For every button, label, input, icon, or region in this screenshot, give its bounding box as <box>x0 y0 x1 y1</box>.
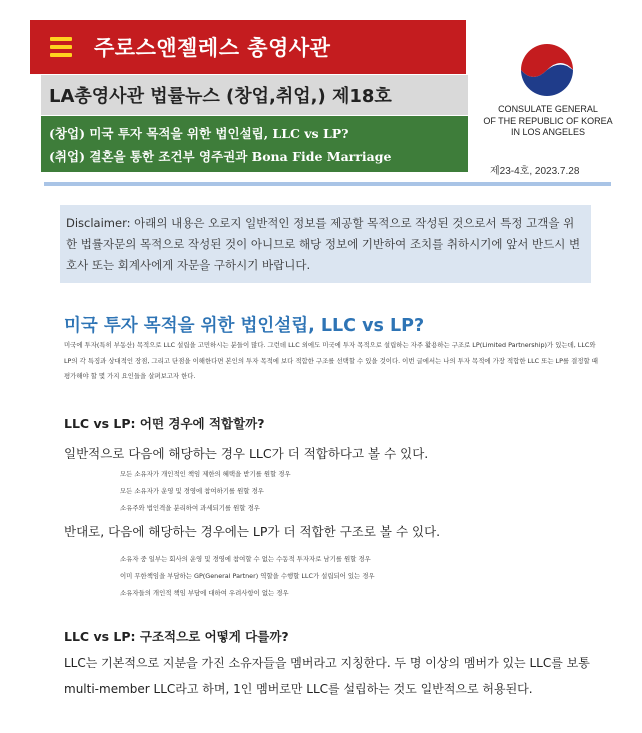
list-item: 모든 소유자가 개인적인 책임 제한의 혜택을 받기를 원할 경우 <box>120 470 291 478</box>
list-item: 이미 무한책임을 부담하는 GP(General Partner) 역할을 수행할 LLC가 설립되어 있는 경우 <box>120 572 375 580</box>
topics-box <box>41 116 468 172</box>
header-divider <box>44 182 611 186</box>
lp-lead: 반대로, 다음에 해당하는 경우에는 LP가 더 적합한 구조로 볼 수 있다. <box>64 524 441 539</box>
topic-employment: (취업) 결혼을 통한 조건부 영주권과 Bona Fide Marriage <box>49 149 392 164</box>
article-intro: 미국에 투자(특히 부동산) 목적으로 LLC 설립을 고민하시는 분들이 많다. 그런데 LLC 외에도 미국에 투자 목적으로 설립하는 자주 활용하는 구조로 LP(Limited Partnership)가 있는데, LLC와 LP의 각 특징과 상대적인 장점, 그리고 단점을 이해한다면 본인의 투자 목적에 보다 적합한 구조를 선택할 수 있을 것이다. 이번 글에서는 나의 투자 목적에 가장 적합한 LLC 또는 LP를 결정할 때 평가해야 할 몇 가지 요인들을 살펴보고자 한다. <box>64 341 598 380</box>
korea-emblem-icon <box>517 40 577 100</box>
menu-icon <box>50 33 72 61</box>
list-item: 소유주와 법인격을 분리하여 과세되기를 원할 경우 <box>120 504 260 512</box>
newsletter-subtitle: LA총영사관 법률뉴스 (창업,취업,) 제18호 <box>41 75 468 115</box>
disclaimer: Disclaimer: 아래의 내용은 오로지 일반적인 정보를 제공할 목적으로 작성된 것으로서 특정 고객을 위한 법률자문의 목적으로 작성된 것이 아니므로 해당 정보에 기반하여 조치를 취하시기에 앞서 반드시 변호사 또는 회계사에게 자문을 구하시기 바랍니다. <box>60 205 591 283</box>
section-1-title: LLC vs LP: 어떤 경우에 적합할까? <box>64 416 265 431</box>
llc-points <box>120 466 291 517</box>
issue-number: 제23-4호, 2023.7.28 <box>490 166 580 177</box>
list-item: 소유자 중 일부는 회사의 운영 및 경영에 참여할 수 없는 수동적 투자자로 남기를 원할 경우 <box>120 555 371 563</box>
article-title: 미국 투자 목적을 위한 법인설립, LLC vs LP? <box>64 316 425 336</box>
consulate-name: CONSULATE GENERAL OF THE REPUBLIC OF KOREA IN LOS ANGELES <box>483 104 613 137</box>
topic-startup: (창업) 미국 투자 목적을 위한 법인설립, LLC vs LP? <box>49 126 349 141</box>
lp-points <box>120 551 375 602</box>
list-item: 소유자들의 개인적 책임 부담에 대하여 우려사항이 없는 경우 <box>120 589 289 597</box>
header-banner <box>30 20 466 74</box>
llc-lead: 일반적으로 다음에 해당하는 경우 LLC가 더 적합하다고 볼 수 있다. <box>64 446 429 461</box>
banner-title: 주로스앤젤레스 총영사관 <box>94 36 331 60</box>
list-item: 모든 소유자가 운영 및 경영에 참여하기를 원할 경우 <box>120 487 264 495</box>
section-2-text: LLC는 기본적으로 지분을 가진 소유자들을 멤버라고 지칭한다. 두 명 이상의 멤버가 있는 LLC를 보통 multi-member LLC라고 하며, 1인 멤버로만 LLC를 설립하는 것도 일반적으로 허용된다. <box>64 656 590 696</box>
section-2-title: LLC vs LP: 구조적으로 어떻게 다를까? <box>64 629 289 644</box>
